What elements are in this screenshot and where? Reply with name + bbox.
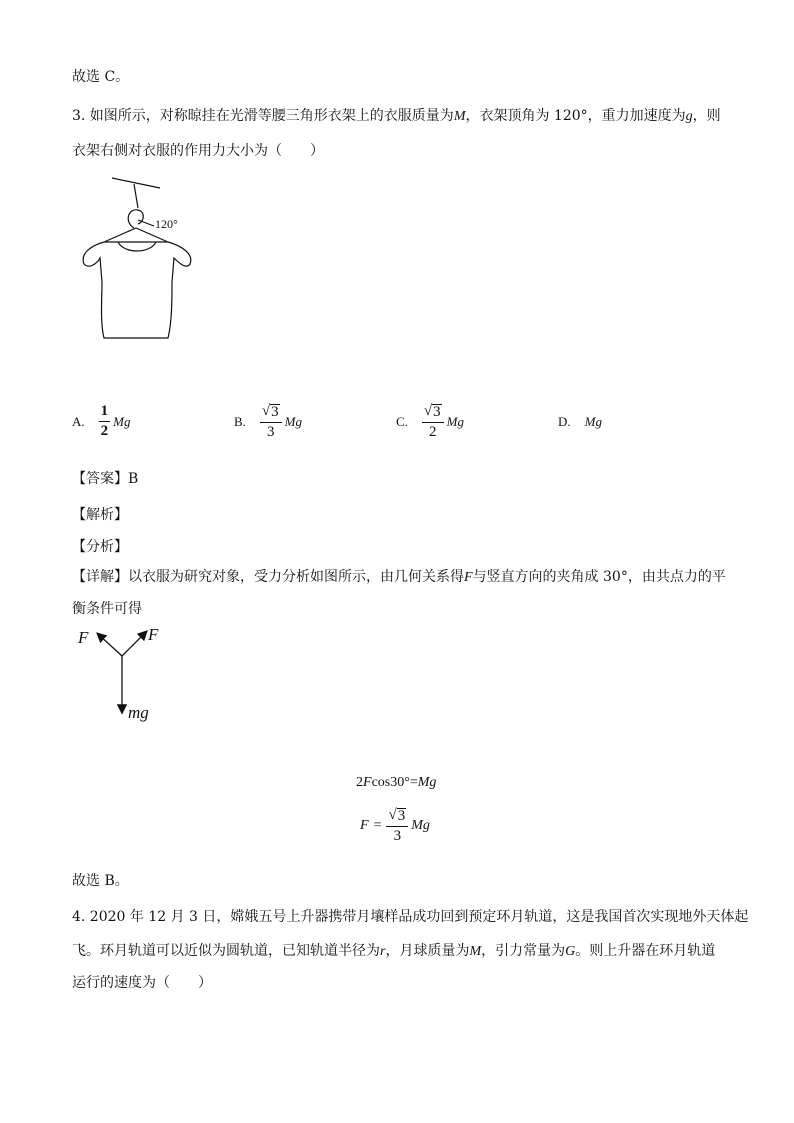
option-a-numerator: 1 — [99, 404, 111, 422]
option-d-tail: Mg — [584, 414, 602, 429]
hanger-string — [134, 184, 138, 208]
detail-text-a: 【详解】以衣服为研究对象，受力分析如图所示，由几何关系得 — [72, 569, 464, 585]
option-b[interactable] — [234, 404, 302, 440]
q4-var-G: G — [565, 944, 576, 959]
analysis-heading: 【解析】 — [72, 507, 128, 523]
option-b-denominator: 3 — [267, 424, 275, 440]
option-d[interactable] — [558, 414, 602, 430]
option-c-tail: Mg — [446, 414, 464, 429]
q3-text-b: ，衣架顶角为 120°，重力加速度为 — [465, 108, 686, 124]
equation-2 — [360, 808, 430, 844]
eq2-numerator — [386, 808, 408, 827]
option-b-label: B. — [234, 414, 246, 429]
q4-var-r: r — [380, 944, 386, 959]
option-c-label: C. — [396, 414, 408, 429]
option-b-radicand: 3 — [271, 404, 279, 420]
q4-text-3: ，引力常量为 — [481, 943, 566, 959]
q4-text-1: 飞。环月轨道可以近似为圆轨道，已知轨道半径为 — [72, 943, 380, 959]
eq1-var-F: F — [363, 775, 372, 790]
eq1-cos: cos30°= — [371, 775, 418, 790]
eq2-radicand: 3 — [397, 808, 406, 824]
force-label-down: mg — [128, 703, 149, 722]
sqrt-symbol: √ 3 — [261, 403, 279, 420]
q3-text-c: ，则 — [692, 108, 721, 124]
detail-text-b: 与竖直方向的夹角成 30°，由共点力的平 — [472, 569, 726, 585]
option-a-fraction — [99, 404, 111, 439]
option-c-fraction — [422, 404, 444, 440]
detail-line-1 — [72, 566, 726, 586]
sqrt-symbol: √ 3 — [423, 403, 441, 420]
q3-var-g: g — [685, 109, 693, 124]
eq2-lhs: F — [360, 818, 369, 833]
force-label-right: F — [148, 625, 159, 644]
choose-b-line: 故选 B。 — [72, 873, 129, 889]
detail-line-2: 衡条件可得 — [72, 601, 142, 617]
eq1-rhs: Mg — [417, 775, 437, 790]
hanger-rod — [112, 178, 160, 188]
sqrt-symbol: √ 3 — [388, 807, 406, 824]
option-c[interactable] — [396, 404, 464, 440]
force-diagram — [74, 624, 174, 724]
hanger-figure — [76, 172, 206, 344]
option-b-numerator — [260, 404, 282, 423]
detail-var-F: F — [464, 570, 473, 585]
option-c-radicand: 3 — [433, 404, 441, 420]
q3-text-a: 3. 如图所示，对称晾挂在光滑等腰三角形衣架上的衣服质量为 — [72, 108, 454, 124]
shirt-collar — [118, 242, 156, 251]
option-a-denominator: 2 — [100, 423, 109, 439]
option-b-fraction — [260, 404, 282, 440]
previous-answer-line: 故选 C。 — [72, 69, 130, 85]
question-4-line-1: 4. 2020 年 12 月 3 日，嫦娥五号上升器携带月壤样品成功回到预定环月轨道，这是我国首次实现地外天体起 — [72, 909, 749, 925]
shirt-outline — [83, 242, 191, 338]
q4-var-M: M — [469, 944, 482, 959]
hanger-hook — [128, 210, 143, 228]
fenxi-heading: 【分析】 — [72, 539, 128, 555]
question-3-line-1 — [72, 105, 721, 125]
force-label-left: F — [78, 628, 89, 647]
force-arrow-right — [122, 632, 146, 656]
q4-text-2: ，月球质量为 — [385, 943, 470, 959]
eq1-coef: 2 — [356, 775, 363, 790]
q4-text-4: 。则上升器在环月轨道 — [575, 943, 716, 959]
answer-line: 【答案】B — [72, 471, 139, 487]
option-b-tail: Mg — [284, 414, 302, 429]
option-c-denominator: 2 — [429, 424, 437, 440]
eq2-denominator: 3 — [393, 828, 402, 844]
q3-var-M: M — [453, 109, 466, 124]
option-a[interactable] — [72, 404, 130, 439]
eq2-fraction — [386, 808, 408, 844]
option-c-numerator — [422, 404, 444, 423]
eq2-tail: Mg — [411, 818, 430, 833]
eq2-equals: = — [373, 818, 382, 833]
question-3-line-2: 衣架右侧对衣服的作用力大小为（ ） — [72, 143, 324, 159]
angle-label: 120° — [155, 217, 178, 231]
option-d-label: D. — [558, 414, 571, 429]
option-a-tail: Mg — [113, 413, 131, 429]
option-a-label: A. — [72, 413, 85, 429]
question-4-line-2 — [72, 940, 715, 960]
force-arrow-left — [98, 634, 122, 656]
question-4-line-3: 运行的速度为（ ） — [72, 975, 212, 991]
equation-1 — [356, 775, 436, 791]
